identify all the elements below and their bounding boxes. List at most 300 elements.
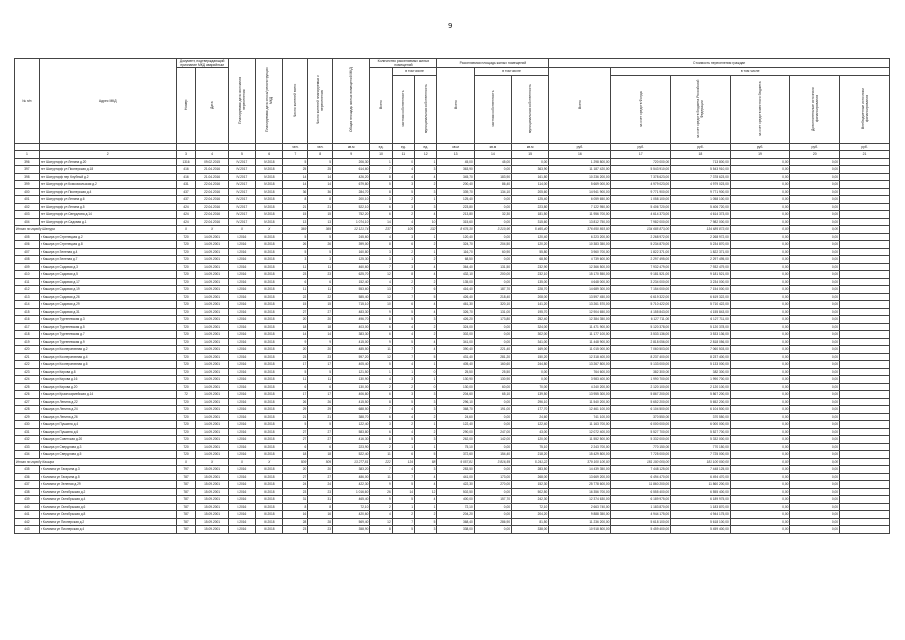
column-number-cell: 10 xyxy=(370,151,392,159)
table-cell: 5 xyxy=(392,526,414,534)
table-cell: IV.2018 xyxy=(256,181,283,189)
table-cell: 720 xyxy=(176,383,196,391)
table-cell: 20 xyxy=(283,316,308,324)
table-cell xyxy=(840,241,890,249)
table-cell: 6 xyxy=(370,331,392,339)
table-cell: 4 xyxy=(415,346,437,354)
table-row xyxy=(15,451,890,459)
header-area-incl: в том числе xyxy=(474,68,549,76)
table-cell: 1 990 700,00 xyxy=(611,376,671,384)
table-cell: 12 072 400,00 xyxy=(549,428,611,436)
table-cell: 434 xyxy=(15,451,40,459)
table-cell: 27 xyxy=(308,308,333,316)
table-cell: 232,90 xyxy=(512,263,549,271)
table-cell: 720 xyxy=(176,241,196,249)
table-cell: 204,50 xyxy=(474,241,511,249)
column-number-cell: 15 xyxy=(512,151,549,159)
table-cell: 4 xyxy=(392,173,414,181)
table-cell: 1316 xyxy=(176,158,196,166)
table-cell: 2 xyxy=(392,421,414,429)
table-cell: 5 332 000,00 xyxy=(671,436,731,444)
table-cell: 6 555 400,00 xyxy=(611,488,671,496)
table-cell: 14.09.2001 xyxy=(196,278,228,286)
table-cell: 770 150,00 xyxy=(611,443,671,451)
table-cell: 4 xyxy=(392,166,414,174)
table-cell xyxy=(840,308,890,316)
table-cell: 3 234 000,00 xyxy=(671,278,731,286)
table-cell: 0,00 xyxy=(790,158,840,166)
table-cell: 135,00 xyxy=(512,278,549,286)
table-cell: 0,00 xyxy=(474,466,511,474)
table-cell: III.2018 xyxy=(256,241,283,249)
table-cell xyxy=(840,158,890,166)
table-cell: 14.09.2001 xyxy=(196,338,228,346)
table-cell: 14.09.2001 xyxy=(196,428,228,436)
table-cell: 0,00 xyxy=(730,406,790,414)
table-cell: 11 xyxy=(370,346,392,354)
table-cell xyxy=(840,256,890,264)
table-cell xyxy=(840,181,890,189)
table-cell: I.2016 xyxy=(228,233,255,241)
table-cell: 262,00 xyxy=(437,436,474,444)
table-cell: 11 xyxy=(370,451,392,459)
table-cell: 8 xyxy=(283,503,308,511)
table-body xyxy=(15,158,890,533)
column-number-cell: 14 xyxy=(474,151,511,159)
table-cell: 14 xyxy=(392,488,414,496)
table-cell: 14.09.2001 xyxy=(196,331,228,339)
header-area-municipal: муниципальная собственность xyxy=(512,75,549,143)
table-cell: 0,00 xyxy=(790,316,840,324)
table-cell: 402 xyxy=(15,203,40,211)
table-cell: 31 xyxy=(308,496,333,504)
table-cell: 4 614 373,00 xyxy=(611,211,671,219)
table-cell: 2 xyxy=(415,331,437,339)
header-rooms-incl: в том числе xyxy=(392,68,437,76)
table-cell: 0,00 xyxy=(790,511,840,519)
resettlement-table xyxy=(14,58,890,534)
table-cell: 1 298 800,00 xyxy=(549,158,611,166)
table-cell: 0,00 xyxy=(474,526,511,534)
table-cell: I.2016 xyxy=(228,428,255,436)
address-cell: пгт Шатурторф ул Пионерская д.18 xyxy=(39,166,176,174)
table-cell: 7 xyxy=(392,346,414,354)
table-cell: 14 xyxy=(370,218,392,226)
table-cell: 420 xyxy=(15,346,40,354)
table-cell: 426,40 xyxy=(437,293,474,301)
table-cell: 195,70 xyxy=(512,308,549,316)
table-cell: 81,50 xyxy=(512,518,549,526)
table-cell: 424 xyxy=(176,211,196,219)
table-cell: 363,90 xyxy=(437,166,474,174)
table-cell: 3 983 400,00 xyxy=(549,376,611,384)
table-cell: I.2016 xyxy=(228,368,255,376)
table-cell: 338,00 xyxy=(437,526,474,534)
header-off-budget: Внебюджетные источники финансирования xyxy=(840,75,890,143)
table-cell: 3 xyxy=(392,181,414,189)
table-cell: IV.2017 xyxy=(228,173,255,181)
table-cell: 20 xyxy=(308,346,333,354)
table-cell: 14.09.2001 xyxy=(196,233,228,241)
table-cell: 72,10 xyxy=(512,503,549,511)
table-cell: IV.2018 xyxy=(256,218,283,226)
table-cell: 45,00 xyxy=(474,158,511,166)
table-cell: III.2018 xyxy=(256,518,283,526)
table-cell: 8 xyxy=(308,503,333,511)
table-cell: 15.09.2001 xyxy=(196,496,228,504)
table-cell: 3 xyxy=(283,256,308,264)
table-cell: 5 xyxy=(392,398,414,406)
address-cell: г Коломна ул Октябрьская д.2 xyxy=(39,488,176,496)
table-cell: III.2018 xyxy=(256,466,283,474)
table-cell: 7 378 623,00 xyxy=(671,173,731,181)
table-cell: 20 xyxy=(308,466,333,474)
table-cell: 403,00 xyxy=(333,323,370,331)
header-area-total: Всего xyxy=(437,68,474,144)
table-cell: 14.09.2001 xyxy=(196,286,228,294)
table-cell: 8 237 400,00 xyxy=(611,353,671,361)
unit-cell: чел. xyxy=(308,143,333,151)
address-cell: г Коломна ул Гагарина д.5 xyxy=(39,473,176,481)
table-cell: 0,00 xyxy=(790,376,840,384)
table-cell: 0,00 xyxy=(790,173,840,181)
table-row xyxy=(15,361,890,369)
table-cell: 6 223 200,00 xyxy=(549,233,611,241)
table-cell: 5 xyxy=(370,181,392,189)
table-cell: 8 xyxy=(370,188,392,196)
table-cell: 0,00 xyxy=(790,181,840,189)
table-cell: 75,10 xyxy=(512,443,549,451)
table-cell: 11 xyxy=(308,376,333,384)
table-cell: 405 xyxy=(15,233,40,241)
table-cell: 400,00 xyxy=(437,496,474,504)
table-row xyxy=(15,203,890,211)
table-row xyxy=(15,406,890,414)
subtotal-cell: 5 465,40 xyxy=(512,226,549,234)
table-cell: 720 xyxy=(176,271,196,279)
table-cell: 296,10 xyxy=(437,398,474,406)
table-row xyxy=(15,256,890,264)
table-cell: 11 540 200,00 xyxy=(549,398,611,406)
table-cell: 218,20 xyxy=(512,451,549,459)
table-cell: 438 xyxy=(15,488,40,496)
table-cell: 14.09.2001 xyxy=(196,421,228,429)
table-cell: 36 xyxy=(308,188,333,196)
table-cell: 14.09.2001 xyxy=(196,368,228,376)
table-cell: 2 818 056,00 xyxy=(611,338,671,346)
address-cell: г Кашира ул Зеленая д.7 xyxy=(39,256,176,264)
header-fund: за счет средств Фонда xyxy=(611,75,671,143)
table-cell xyxy=(840,391,890,399)
table-cell: 0,00 xyxy=(730,233,790,241)
table-cell: 0,00 xyxy=(474,218,511,226)
table-cell: 121,50 xyxy=(333,368,370,376)
table-row xyxy=(15,368,890,376)
table-cell: 4 xyxy=(392,218,414,226)
unit-cell: руб. xyxy=(790,143,840,151)
table-cell: 1 xyxy=(415,421,437,429)
table-cell: 720 xyxy=(176,256,196,264)
table-cell: I.2016 xyxy=(228,421,255,429)
table-cell: 2 xyxy=(392,196,414,204)
address-cell: пгт Шатурторф ул Пионерская д.4 xyxy=(39,188,176,196)
table-cell: 431 xyxy=(15,428,40,436)
table-cell: 597,20 xyxy=(333,353,370,361)
table-row xyxy=(15,383,890,391)
table-cell: 7 725 000,00 xyxy=(611,451,671,459)
column-number-cell: 13 xyxy=(437,151,474,159)
table-cell xyxy=(840,511,890,519)
table-cell: 741 100,00 xyxy=(549,413,611,421)
table-cell: 11 015 000,00 xyxy=(549,346,611,354)
table-cell: 5 406 720,00 xyxy=(671,203,731,211)
table-cell: 4 xyxy=(392,331,414,339)
table-cell: 4 xyxy=(392,406,414,414)
table-cell: 7 xyxy=(370,406,392,414)
table-cell: 208,00 xyxy=(512,293,549,301)
header-rooms-group: Количество расселяемых жилых помещений xyxy=(370,59,437,68)
table-cell: 0,00 xyxy=(730,443,790,451)
table-cell: 8 xyxy=(308,196,333,204)
table-cell: 441,00 xyxy=(437,473,474,481)
address-cell: г Кашира ул Садовая д.17 xyxy=(39,278,176,286)
table-cell: 720 xyxy=(176,338,196,346)
table-cell: 6 127 711,00 xyxy=(671,316,731,324)
table-cell: 405,40 xyxy=(437,361,474,369)
table-cell: 372,60 xyxy=(437,451,474,459)
table-cell: 17 xyxy=(283,361,308,369)
table-cell: 160,80 xyxy=(333,248,370,256)
table-cell: 0,00 xyxy=(730,391,790,399)
table-cell: I.2016 xyxy=(228,323,255,331)
table-cell: 15.09.2001 xyxy=(196,481,228,489)
table-cell: 11 860 200,00 xyxy=(611,481,671,489)
table-cell: 0,00 xyxy=(790,166,840,174)
address-cell: г Кашира ул Стрелецкая д.2 xyxy=(39,233,176,241)
table-cell: III.2018 xyxy=(256,368,283,376)
column-number-cell: 21 xyxy=(840,151,890,159)
table-cell: 2 xyxy=(392,248,414,256)
table-cell: 431 xyxy=(176,181,196,189)
table-cell: III.2018 xyxy=(256,383,283,391)
table-cell: 720 xyxy=(176,428,196,436)
table-cell: 5 xyxy=(308,158,333,166)
table-cell: 0,00 xyxy=(730,263,790,271)
table-cell: III.2018 xyxy=(256,308,283,316)
table-cell xyxy=(840,488,890,496)
table-cell: 0,00 xyxy=(790,323,840,331)
table-cell: 5 xyxy=(392,436,414,444)
table-cell: 11 xyxy=(283,263,308,271)
table-cell: 0,00 xyxy=(730,301,790,309)
table-cell: III.2018 xyxy=(256,443,283,451)
table-cell: 2 xyxy=(415,323,437,331)
table-cell: 0,00 xyxy=(730,203,790,211)
table-cell: 0,00 xyxy=(730,466,790,474)
table-cell: 5 133 000,00 xyxy=(671,361,731,369)
table-cell: 8 xyxy=(370,173,392,181)
table-cell: 713 800,00 xyxy=(671,158,731,166)
table-cell xyxy=(840,368,890,376)
table-cell: 4 944 175,00 xyxy=(671,511,731,519)
table-cell: 22 xyxy=(283,293,308,301)
table-cell: 22.04.2016 xyxy=(196,188,228,196)
table-cell: 14.09.2001 xyxy=(196,443,228,451)
table-cell: 341,00 xyxy=(512,338,549,346)
table-cell: 5 120 378,00 xyxy=(611,323,671,331)
table-cell: 0,00 xyxy=(730,248,790,256)
table-cell: 0,00 xyxy=(790,481,840,489)
table-cell: 11 xyxy=(283,376,308,384)
table-cell: 398 xyxy=(15,173,40,181)
table-cell: 9 xyxy=(370,308,392,316)
table-cell: 585,40 xyxy=(333,293,370,301)
table-cell: 720 xyxy=(176,436,196,444)
table-cell: 3 xyxy=(392,263,414,271)
table-cell: 0,00 xyxy=(790,331,840,339)
column-number-cell: 12 xyxy=(415,151,437,159)
address-cell: пгт Шатурторф ул Свердлова д.14 xyxy=(39,211,176,219)
table-cell: 25 778 600,00 xyxy=(549,481,611,489)
table-cell: 9 181 521,00 xyxy=(671,271,731,279)
table-cell xyxy=(840,286,890,294)
table-cell xyxy=(840,383,890,391)
table-cell: 0,00 xyxy=(730,398,790,406)
table-cell: 15.09.2001 xyxy=(196,511,228,519)
table-cell: 173,80 xyxy=(474,316,511,324)
table-cell: 4 xyxy=(415,211,437,219)
table-cell: 5 xyxy=(283,233,308,241)
table-cell xyxy=(840,496,890,504)
subtotal-cell: 3 210,90 xyxy=(474,226,511,234)
table-cell: 27 xyxy=(283,473,308,481)
table-cell: 125,40 xyxy=(437,196,474,204)
subtotal-cell: X xyxy=(228,458,255,466)
table-cell: 8 xyxy=(370,436,392,444)
table-cell: I.2016 xyxy=(228,278,255,286)
table-cell xyxy=(840,428,890,436)
table-cell: 11 187 420,00 xyxy=(549,166,611,174)
table-cell: 9 xyxy=(370,496,392,504)
table-cell: 20 xyxy=(308,316,333,324)
table-cell: 399,00 xyxy=(333,241,370,249)
table-cell: 9 xyxy=(283,338,308,346)
table-cell: 24,60 xyxy=(437,413,474,421)
unit-cell: ед. xyxy=(415,143,437,151)
table-cell: 720 xyxy=(176,361,196,369)
table-cell: 2 xyxy=(370,503,392,511)
table-cell: 14.09.2001 xyxy=(196,293,228,301)
address-cell: г Кашира ул Кооперативная д.4 xyxy=(39,353,176,361)
table-cell: 720 xyxy=(176,308,196,316)
subtotal-cell: 13 277,81 xyxy=(333,458,370,466)
table-cell: 120,40 xyxy=(512,233,549,241)
table-cell: 11 xyxy=(283,286,308,294)
table-cell: 439 xyxy=(15,496,40,504)
header-cost-incl: в том числе xyxy=(611,68,890,76)
table-cell: 1 xyxy=(415,196,437,204)
table-row xyxy=(15,488,890,496)
table-cell: 13 597 450,00 xyxy=(549,293,611,301)
table-cell: 18 xyxy=(283,451,308,459)
table-cell: 436 xyxy=(15,473,40,481)
table-cell: 427 xyxy=(15,398,40,406)
table-cell: 0,00 xyxy=(474,323,511,331)
table-cell: 6 xyxy=(308,443,333,451)
table-cell xyxy=(840,398,890,406)
table-cell: 720 xyxy=(176,301,196,309)
table-cell: 0,00 xyxy=(730,368,790,376)
table-cell: I.2016 xyxy=(228,443,255,451)
table-cell: 460,60 xyxy=(333,263,370,271)
table-cell: 7 154 000,00 xyxy=(611,286,671,294)
table-cell: 12 xyxy=(370,271,392,279)
table-cell: 7 xyxy=(370,263,392,271)
table-cell: III.2018 xyxy=(256,293,283,301)
table-cell: 422 xyxy=(15,361,40,369)
table-cell: 3 xyxy=(370,421,392,429)
table-cell: 7 xyxy=(392,293,414,301)
header-residents-planned: Число жителей планируемых к переселению xyxy=(308,59,333,144)
table-cell: 764 600,00 xyxy=(549,368,611,376)
table-row xyxy=(15,181,890,189)
table-cell: 2 297 495,00 xyxy=(671,256,731,264)
table-cell: 2 297 495,00 xyxy=(611,256,671,264)
table-cell: 0,00 xyxy=(474,398,511,406)
table-cell: 382 300,00 xyxy=(671,368,731,376)
table-cell: 425 xyxy=(15,383,40,391)
table-cell: I.2016 xyxy=(228,293,255,301)
table-cell: 408 xyxy=(15,256,40,264)
table-cell: 70,00 xyxy=(512,383,549,391)
table-cell: 4 944 175,00 xyxy=(611,511,671,519)
table-cell: 27 xyxy=(283,428,308,436)
table-cell: 0,00 xyxy=(790,271,840,279)
table-row xyxy=(15,338,890,346)
table-cell: 6 xyxy=(370,391,392,399)
table-cell: 406,80 xyxy=(333,391,370,399)
table-cell xyxy=(840,293,890,301)
table-cell: 16 xyxy=(283,511,308,519)
subtotal-cell: 379 100 100,00 xyxy=(549,458,611,466)
table-cell: 3 xyxy=(392,376,414,384)
table-cell: 0,00 xyxy=(790,263,840,271)
table-cell: 614,60 xyxy=(333,166,370,174)
table-cell: 345,70 xyxy=(437,173,474,181)
column-number-cell: 17 xyxy=(611,151,671,159)
table-cell: 0,00 xyxy=(790,526,840,534)
table-cell: 23 xyxy=(308,488,333,496)
table-row xyxy=(15,196,890,204)
table-cell: 7 154 000,00 xyxy=(671,286,731,294)
table-cell: 14.09.2001 xyxy=(196,383,228,391)
table-cell: I.2016 xyxy=(228,256,255,264)
subtotal-cell: 509 xyxy=(283,458,308,466)
table-cell: 2 268 972,00 xyxy=(611,233,671,241)
table-row xyxy=(15,263,890,271)
table-cell: 200,00 xyxy=(474,271,511,279)
address-cell: г Кашира ул Пушкина д.4 xyxy=(39,421,176,429)
table-cell: 12 xyxy=(370,353,392,361)
column-number-cell: 2 xyxy=(39,151,176,159)
unit-cell: ед. xyxy=(370,143,392,151)
table-cell: 206,30 xyxy=(333,158,370,166)
column-number-cell: 9 xyxy=(333,151,370,159)
table-cell: 3 xyxy=(392,203,414,211)
column-number-cell: 8 xyxy=(308,151,333,159)
table-cell: 09.02.2015 xyxy=(196,158,228,166)
address-cell: пгт Шатурторф ул Комсомольская д.2 xyxy=(39,181,176,189)
